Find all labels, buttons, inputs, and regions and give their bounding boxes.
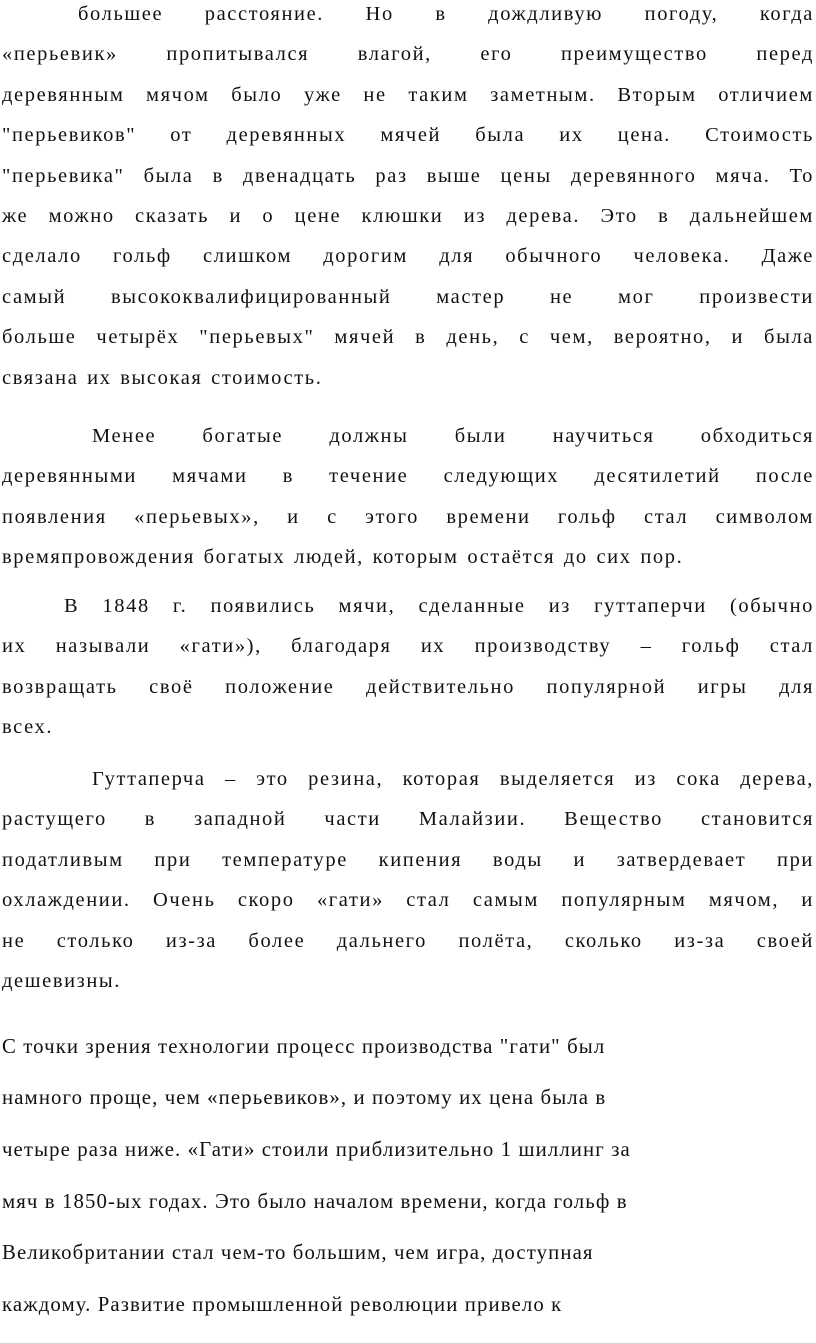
text-line: времяпровождения богатых людей, которым остаётся до сих пор.: [2, 546, 684, 569]
text-line: деревянными мячами в течение следующих десятилетий после: [2, 465, 814, 488]
text-line: сделало гольф слишком дорогим для обычного человека. Даже: [2, 245, 814, 268]
text-line: дешевизны.: [2, 970, 122, 993]
text-line: Гуттаперча – это резина, которая выделяется из сока дерева,: [92, 768, 814, 790]
text-line: не столько из-за более дальнего полёта, сколько из-за своей: [2, 929, 814, 952]
text-line: "перьевиков" от деревянных мячей была их цена. Стоимость: [2, 124, 814, 147]
text-line: большее расстояние. Но в дождливую погоду, когда: [78, 3, 814, 25]
text-line: охлаждении. Очень скоро «гати» стал самым популярным мячом, и: [2, 889, 814, 912]
text-line: больше четырёх "перьевых" мячей в день, с чем, вероятно, и была: [2, 326, 814, 349]
text-line: их называли «гати»), благодаря их производству – гольф стал: [2, 635, 814, 658]
paragraph-feathery-ball: [2, 0, 814, 398]
paragraph-gutta-percha-1848: [2, 586, 814, 748]
paragraph-less-wealthy: [2, 416, 814, 578]
text-line: самый высококвалифицированный мастер не мог произвести: [2, 285, 814, 308]
text-line: связана их высокая стоимость.: [2, 366, 323, 389]
text-line: всех.: [2, 716, 54, 739]
text-line: растущего в западной части Малайзии. Вещество становится: [2, 808, 814, 831]
text-line: С точки зрения технологии процесс производства "гати" был: [2, 1034, 606, 1058]
text-line: намного проще, чем «перьевиков», и поэтому их цена была в: [2, 1086, 607, 1110]
text-line: В 1848 г. появились мячи, сделанные из гуттаперчи (обычно: [64, 595, 814, 617]
text-line: податливым при температуре кипения воды и затвердевает при: [2, 848, 814, 871]
text-line: возвращать своё положение действительно популярной игры для: [2, 675, 814, 698]
text-line: каждому. Развитие промышленной революции привело к: [2, 1292, 563, 1316]
text-line: "перьевика" была в двенадцать раз выше цены деревянного мяча. То: [2, 164, 814, 187]
text-line: четыре раза ниже. «Гати» стоили приблизительно 1 шиллинг за: [2, 1137, 631, 1161]
paragraph-gutty-technology: [2, 1008, 814, 1343]
text-line: же можно сказать и о цене клюшки из дерева. Это в дальнейшем: [2, 205, 814, 228]
text-line: Великобритании стал чем-то большим, чем игра, доступная: [2, 1241, 594, 1265]
text-line: появления «перьевых», и с этого времени гольф стал символом: [2, 505, 814, 528]
paragraph-gutta-percha-definition: [2, 759, 814, 1001]
text-line: Менее богатые должны были научиться обходиться: [92, 425, 814, 447]
text-line: «перьевик» пропитывался влагой, его преимущество перед: [2, 43, 814, 66]
text-line: мяч в 1850-ых годах. Это было началом времени, когда гольф в: [2, 1189, 628, 1213]
text-line: деревянным мячом было уже не таким заметным. Вторым отличием: [2, 83, 814, 106]
